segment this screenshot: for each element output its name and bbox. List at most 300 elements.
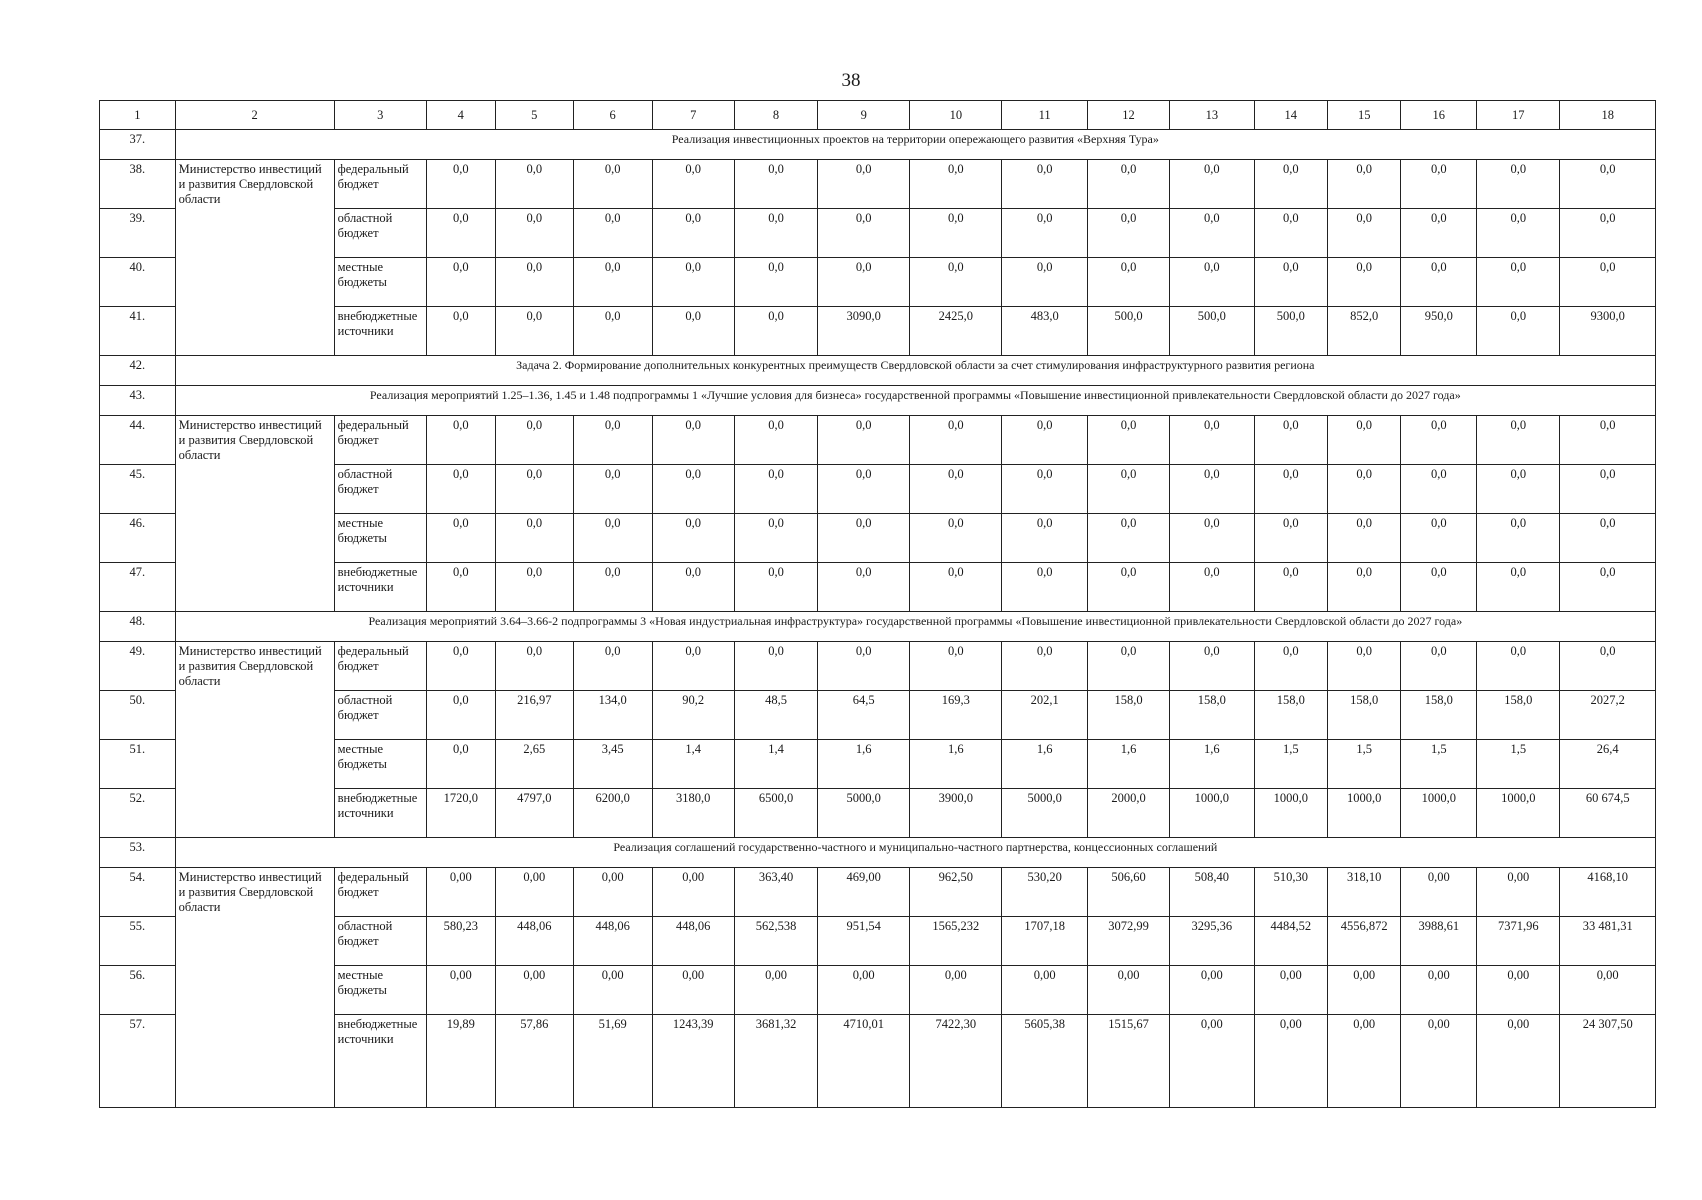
value-cell: 0,0	[495, 642, 573, 691]
funding-source: федеральный бюджет	[334, 160, 426, 209]
value-cell: 0,0	[426, 691, 495, 740]
value-cell: 1,5	[1328, 740, 1401, 789]
value-cell: 0,0	[1560, 258, 1656, 307]
value-cell: 0,00	[1401, 966, 1477, 1015]
column-number-cell: 3	[334, 101, 426, 130]
value-cell: 0,00	[1170, 1015, 1254, 1108]
responsible-org: Министерство инвестиций и развития Свердловской области	[175, 160, 334, 356]
value-cell: 3090,0	[818, 307, 910, 356]
value-cell: 0,0	[1328, 209, 1401, 258]
value-cell: 0,0	[1087, 563, 1169, 612]
value-cell: 469,00	[818, 868, 910, 917]
value-cell: 500,0	[1087, 307, 1169, 356]
value-cell: 0,0	[1002, 258, 1088, 307]
value-cell: 0,0	[910, 514, 1002, 563]
funding-source: федеральный бюджет	[334, 868, 426, 917]
value-cell: 0,00	[1170, 966, 1254, 1015]
value-cell: 530,20	[1002, 868, 1088, 917]
value-cell: 1,4	[734, 740, 817, 789]
value-cell: 0,00	[734, 966, 817, 1015]
value-cell: 26,4	[1560, 740, 1656, 789]
value-cell: 1,5	[1401, 740, 1477, 789]
value-cell: 0,0	[1002, 514, 1088, 563]
value-cell: 0,0	[910, 209, 1002, 258]
value-cell: 0,0	[573, 514, 652, 563]
value-cell: 1,5	[1254, 740, 1327, 789]
table-row	[100, 868, 1656, 917]
row-index: 49.	[100, 642, 176, 691]
value-cell: 0,0	[734, 258, 817, 307]
row-index: 42.	[100, 356, 176, 386]
value-cell: 0,0	[573, 642, 652, 691]
value-cell: 0,00	[910, 966, 1002, 1015]
value-cell: 0,0	[1328, 416, 1401, 465]
value-cell: 1,6	[1170, 740, 1254, 789]
value-cell: 7371,96	[1477, 917, 1560, 966]
value-cell: 448,06	[573, 917, 652, 966]
value-cell: 950,0	[1401, 307, 1477, 356]
value-cell: 0,0	[1254, 258, 1327, 307]
value-cell: 483,0	[1002, 307, 1088, 356]
value-cell: 3900,0	[910, 789, 1002, 838]
value-cell: 60 674,5	[1560, 789, 1656, 838]
value-cell: 0,0	[818, 465, 910, 514]
value-cell: 0,0	[1401, 514, 1477, 563]
value-cell: 0,0	[652, 209, 734, 258]
column-number-cell: 16	[1401, 101, 1477, 130]
value-cell: 0,0	[495, 258, 573, 307]
value-cell: 0,00	[1477, 1015, 1560, 1108]
value-cell: 0,0	[426, 642, 495, 691]
value-cell: 0,0	[573, 160, 652, 209]
section-title-row	[100, 838, 1656, 868]
value-cell: 158,0	[1254, 691, 1327, 740]
value-cell: 4168,10	[1560, 868, 1656, 917]
value-cell: 4710,01	[818, 1015, 910, 1108]
value-cell: 500,0	[1254, 307, 1327, 356]
value-cell: 0,0	[910, 465, 1002, 514]
value-cell: 4797,0	[495, 789, 573, 838]
value-cell: 0,0	[573, 563, 652, 612]
value-cell: 4556,872	[1328, 917, 1401, 966]
value-cell: 2425,0	[910, 307, 1002, 356]
value-cell: 0,0	[1254, 563, 1327, 612]
value-cell: 0,0	[1087, 258, 1169, 307]
value-cell: 0,0	[1328, 465, 1401, 514]
value-cell: 0,00	[1328, 1015, 1401, 1108]
value-cell: 0,0	[1254, 465, 1327, 514]
value-cell: 0,0	[1477, 209, 1560, 258]
value-cell: 0,00	[1254, 966, 1327, 1015]
value-cell: 0,0	[1087, 416, 1169, 465]
value-cell: 0,0	[1477, 416, 1560, 465]
value-cell: 0,0	[426, 740, 495, 789]
funding-source: местные бюджеты	[334, 966, 426, 1015]
funding-source: местные бюджеты	[334, 740, 426, 789]
value-cell: 0,0	[1401, 563, 1477, 612]
value-cell: 0,0	[1560, 465, 1656, 514]
value-cell: 9300,0	[1560, 307, 1656, 356]
value-cell: 158,0	[1170, 691, 1254, 740]
row-index: 37.	[100, 130, 176, 160]
value-cell: 1707,18	[1002, 917, 1088, 966]
section-title-row	[100, 386, 1656, 416]
value-cell: 506,60	[1087, 868, 1169, 917]
column-number-cell: 2	[175, 101, 334, 130]
value-cell: 0,0	[1560, 514, 1656, 563]
section-title: Реализация соглашений государственно-частного и муниципально-частного партнерства, концессионных соглашений	[175, 838, 1655, 868]
value-cell: 0,0	[1401, 416, 1477, 465]
value-cell: 0,00	[1401, 1015, 1477, 1108]
row-index: 38.	[100, 160, 176, 209]
value-cell: 0,00	[1401, 868, 1477, 917]
value-cell: 0,0	[495, 160, 573, 209]
value-cell: 216,97	[495, 691, 573, 740]
value-cell: 2027,2	[1560, 691, 1656, 740]
value-cell: 0,0	[652, 465, 734, 514]
value-cell: 0,0	[1170, 160, 1254, 209]
value-cell: 0,0	[426, 258, 495, 307]
table-row	[100, 642, 1656, 691]
funding-source: областной бюджет	[334, 917, 426, 966]
value-cell: 24 307,50	[1560, 1015, 1656, 1108]
value-cell: 0,0	[652, 307, 734, 356]
value-cell: 0,0	[1328, 514, 1401, 563]
funding-source: внебюджетные источники	[334, 307, 426, 356]
value-cell: 0,0	[652, 563, 734, 612]
value-cell: 19,89	[426, 1015, 495, 1108]
value-cell: 0,0	[1170, 563, 1254, 612]
row-index: 54.	[100, 868, 176, 917]
value-cell: 0,0	[1254, 416, 1327, 465]
value-cell: 0,0	[495, 416, 573, 465]
value-cell: 580,23	[426, 917, 495, 966]
value-cell: 0,0	[1087, 160, 1169, 209]
column-number-cell: 17	[1477, 101, 1560, 130]
value-cell: 0,0	[1087, 642, 1169, 691]
value-cell: 562,538	[734, 917, 817, 966]
column-number-cell: 13	[1170, 101, 1254, 130]
value-cell: 0,0	[1087, 514, 1169, 563]
value-cell: 0,0	[1170, 514, 1254, 563]
value-cell: 0,0	[1254, 160, 1327, 209]
value-cell: 0,0	[1002, 160, 1088, 209]
value-cell: 0,0	[734, 209, 817, 258]
row-index: 47.	[100, 563, 176, 612]
page-number: 38	[841, 70, 861, 91]
column-number-row	[100, 101, 1656, 130]
value-cell: 0,0	[1328, 642, 1401, 691]
value-cell: 0,0	[1002, 642, 1088, 691]
value-cell: 0,0	[818, 258, 910, 307]
value-cell: 0,0	[1477, 465, 1560, 514]
value-cell: 0,0	[1170, 416, 1254, 465]
table-row	[100, 416, 1656, 465]
value-cell: 0,0	[818, 416, 910, 465]
column-number-cell: 5	[495, 101, 573, 130]
value-cell: 0,0	[1560, 209, 1656, 258]
value-cell: 0,0	[573, 465, 652, 514]
value-cell: 158,0	[1087, 691, 1169, 740]
value-cell: 0,0	[1477, 160, 1560, 209]
row-index: 53.	[100, 838, 176, 868]
value-cell: 48,5	[734, 691, 817, 740]
value-cell: 0,0	[1560, 416, 1656, 465]
value-cell: 0,0	[1401, 258, 1477, 307]
value-cell: 0,0	[495, 209, 573, 258]
value-cell: 510,30	[1254, 868, 1327, 917]
value-cell: 363,40	[734, 868, 817, 917]
value-cell: 0,0	[1560, 160, 1656, 209]
value-cell: 0,0	[1254, 642, 1327, 691]
value-cell: 0,0	[573, 209, 652, 258]
row-index: 43.	[100, 386, 176, 416]
funding-source: внебюджетные источники	[334, 789, 426, 838]
value-cell: 1,5	[1477, 740, 1560, 789]
section-title: Задача 2. Формирование дополнительных конкурентных преимуществ Свердловской области за счет стимулирования инфраструктурного развития региона	[175, 356, 1655, 386]
row-index: 40.	[100, 258, 176, 307]
value-cell: 0,00	[1560, 966, 1656, 1015]
row-index: 41.	[100, 307, 176, 356]
value-cell: 3072,99	[1087, 917, 1169, 966]
value-cell: 0,0	[1002, 416, 1088, 465]
column-number-cell: 4	[426, 101, 495, 130]
row-index: 46.	[100, 514, 176, 563]
column-number-cell: 8	[734, 101, 817, 130]
value-cell: 0,0	[495, 465, 573, 514]
row-index: 51.	[100, 740, 176, 789]
value-cell: 202,1	[1002, 691, 1088, 740]
value-cell: 0,0	[1002, 465, 1088, 514]
table-row	[100, 160, 1656, 209]
value-cell: 0,0	[426, 307, 495, 356]
value-cell: 0,00	[573, 868, 652, 917]
value-cell: 0,0	[426, 563, 495, 612]
column-number-cell: 10	[910, 101, 1002, 130]
value-cell: 0,0	[734, 307, 817, 356]
value-cell: 508,40	[1170, 868, 1254, 917]
value-cell: 0,0	[1560, 563, 1656, 612]
value-cell: 1000,0	[1401, 789, 1477, 838]
value-cell: 0,0	[1477, 514, 1560, 563]
column-number-cell: 12	[1087, 101, 1169, 130]
value-cell: 3295,36	[1170, 917, 1254, 966]
value-cell: 1243,39	[652, 1015, 734, 1108]
value-cell: 0,0	[734, 642, 817, 691]
value-cell: 0,0	[495, 307, 573, 356]
responsible-org: Министерство инвестиций и развития Свердловской области	[175, 416, 334, 612]
value-cell: 1,4	[652, 740, 734, 789]
value-cell: 1000,0	[1254, 789, 1327, 838]
funding-source: областной бюджет	[334, 691, 426, 740]
value-cell: 3180,0	[652, 789, 734, 838]
value-cell: 0,0	[818, 160, 910, 209]
value-cell: 0,0	[495, 514, 573, 563]
column-number-cell: 14	[1254, 101, 1327, 130]
value-cell: 0,0	[426, 514, 495, 563]
value-cell: 500,0	[1170, 307, 1254, 356]
funding-source: федеральный бюджет	[334, 416, 426, 465]
value-cell: 0,0	[910, 642, 1002, 691]
value-cell: 1,6	[1002, 740, 1088, 789]
value-cell: 5000,0	[818, 789, 910, 838]
funding-source: федеральный бюджет	[334, 642, 426, 691]
value-cell: 0,0	[910, 416, 1002, 465]
column-number-cell: 7	[652, 101, 734, 130]
section-title-row	[100, 612, 1656, 642]
value-cell: 0,0	[573, 258, 652, 307]
value-cell: 6500,0	[734, 789, 817, 838]
value-cell: 0,0	[1002, 209, 1088, 258]
value-cell: 0,0	[1328, 160, 1401, 209]
funding-source: областной бюджет	[334, 465, 426, 514]
column-number-cell: 11	[1002, 101, 1088, 130]
value-cell: 951,54	[818, 917, 910, 966]
value-cell: 852,0	[1328, 307, 1401, 356]
value-cell: 5000,0	[1002, 789, 1088, 838]
value-cell: 0,00	[495, 966, 573, 1015]
value-cell: 448,06	[652, 917, 734, 966]
column-number-cell: 15	[1328, 101, 1401, 130]
value-cell: 0,0	[1087, 465, 1169, 514]
value-cell: 0,0	[1002, 563, 1088, 612]
value-cell: 0,0	[573, 307, 652, 356]
value-cell: 0,00	[652, 868, 734, 917]
value-cell: 0,0	[573, 416, 652, 465]
value-cell: 90,2	[652, 691, 734, 740]
column-number-cell: 6	[573, 101, 652, 130]
funding-source: местные бюджеты	[334, 258, 426, 307]
value-cell: 0,0	[426, 416, 495, 465]
value-cell: 962,50	[910, 868, 1002, 917]
value-cell: 0,0	[1401, 209, 1477, 258]
value-cell: 0,00	[1477, 966, 1560, 1015]
row-index: 48.	[100, 612, 176, 642]
column-number-cell: 9	[818, 101, 910, 130]
section-title: Реализация мероприятий 3.64–3.66-2 подпрограммы 3 «Новая индустриальная инфраструктура» государственной программы «Повышение инвестиционной привлекательности Свердловской области до 2027 года»	[175, 612, 1655, 642]
value-cell: 1565,232	[910, 917, 1002, 966]
value-cell: 0,0	[1254, 209, 1327, 258]
value-cell: 0,00	[1328, 966, 1401, 1015]
value-cell: 0,0	[818, 514, 910, 563]
value-cell: 0,0	[426, 465, 495, 514]
value-cell: 0,0	[818, 563, 910, 612]
row-index: 45.	[100, 465, 176, 514]
value-cell: 0,0	[734, 416, 817, 465]
value-cell: 0,0	[1401, 465, 1477, 514]
responsible-org: Министерство инвестиций и развития Свердловской области	[175, 642, 334, 838]
value-cell: 0,0	[1087, 209, 1169, 258]
funding-source: местные бюджеты	[334, 514, 426, 563]
value-cell: 0,0	[1401, 160, 1477, 209]
value-cell: 1000,0	[1170, 789, 1254, 838]
value-cell: 3988,61	[1401, 917, 1477, 966]
value-cell: 0,00	[818, 966, 910, 1015]
value-cell: 0,0	[1170, 209, 1254, 258]
value-cell: 0,0	[1170, 258, 1254, 307]
value-cell: 0,0	[1254, 514, 1327, 563]
value-cell: 0,0	[652, 416, 734, 465]
row-index: 56.	[100, 966, 176, 1015]
value-cell: 448,06	[495, 917, 573, 966]
value-cell: 134,0	[573, 691, 652, 740]
value-cell: 318,10	[1328, 868, 1401, 917]
section-title: Реализация инвестиционных проектов на территории опережающего развития «Верхняя Тура»	[175, 130, 1655, 160]
row-index: 50.	[100, 691, 176, 740]
value-cell: 0,0	[734, 160, 817, 209]
value-cell: 0,0	[426, 209, 495, 258]
funding-source: внебюджетные источники	[334, 563, 426, 612]
value-cell: 0,0	[1477, 258, 1560, 307]
value-cell: 2,65	[495, 740, 573, 789]
value-cell: 1720,0	[426, 789, 495, 838]
row-index: 52.	[100, 789, 176, 838]
value-cell: 0,0	[734, 563, 817, 612]
value-cell: 64,5	[818, 691, 910, 740]
value-cell: 2000,0	[1087, 789, 1169, 838]
value-cell: 0,00	[1477, 868, 1560, 917]
value-cell: 0,0	[1477, 307, 1560, 356]
value-cell: 0,0	[910, 563, 1002, 612]
row-index: 39.	[100, 209, 176, 258]
section-title-row	[100, 130, 1656, 160]
value-cell: 0,0	[426, 160, 495, 209]
value-cell: 0,0	[1170, 642, 1254, 691]
value-cell: 158,0	[1328, 691, 1401, 740]
value-cell: 1,6	[910, 740, 1002, 789]
value-cell: 33 481,31	[1560, 917, 1656, 966]
value-cell: 0,00	[652, 966, 734, 1015]
row-index: 44.	[100, 416, 176, 465]
value-cell: 0,0	[1477, 563, 1560, 612]
value-cell: 0,00	[1087, 966, 1169, 1015]
value-cell: 0,0	[910, 160, 1002, 209]
section-title-row	[100, 356, 1656, 386]
section-title: Реализация мероприятий 1.25–1.36, 1.45 и 1.48 подпрограммы 1 «Лучшие условия для бизнеса» государственной программы «Повышение инвестиционной привлекательности Свердловской области до 2027 года»	[175, 386, 1655, 416]
row-index: 57.	[100, 1015, 176, 1108]
table-body	[100, 101, 1656, 1108]
value-cell: 0,0	[652, 160, 734, 209]
value-cell: 0,00	[495, 868, 573, 917]
value-cell: 7422,30	[910, 1015, 1002, 1108]
value-cell: 158,0	[1477, 691, 1560, 740]
value-cell: 0,0	[1328, 258, 1401, 307]
value-cell: 0,0	[1328, 563, 1401, 612]
value-cell: 0,0	[1170, 465, 1254, 514]
value-cell: 0,00	[426, 966, 495, 1015]
value-cell: 158,0	[1401, 691, 1477, 740]
value-cell: 0,0	[1401, 642, 1477, 691]
row-index: 55.	[100, 917, 176, 966]
value-cell: 0,0	[734, 465, 817, 514]
value-cell: 3,45	[573, 740, 652, 789]
value-cell: 0,00	[1002, 966, 1088, 1015]
value-cell: 0,0	[1477, 642, 1560, 691]
value-cell: 0,00	[426, 868, 495, 917]
value-cell: 0,0	[652, 258, 734, 307]
value-cell: 1,6	[818, 740, 910, 789]
value-cell: 0,0	[818, 642, 910, 691]
value-cell: 169,3	[910, 691, 1002, 740]
column-number-cell: 1	[100, 101, 176, 130]
value-cell: 5605,38	[1002, 1015, 1088, 1108]
value-cell: 51,69	[573, 1015, 652, 1108]
budget-table	[99, 100, 1656, 1108]
funding-source: внебюджетные источники	[334, 1015, 426, 1108]
value-cell: 0,0	[652, 642, 734, 691]
value-cell: 0,00	[1254, 1015, 1327, 1108]
responsible-org: Министерство инвестиций и развития Свердловской области	[175, 868, 334, 1108]
